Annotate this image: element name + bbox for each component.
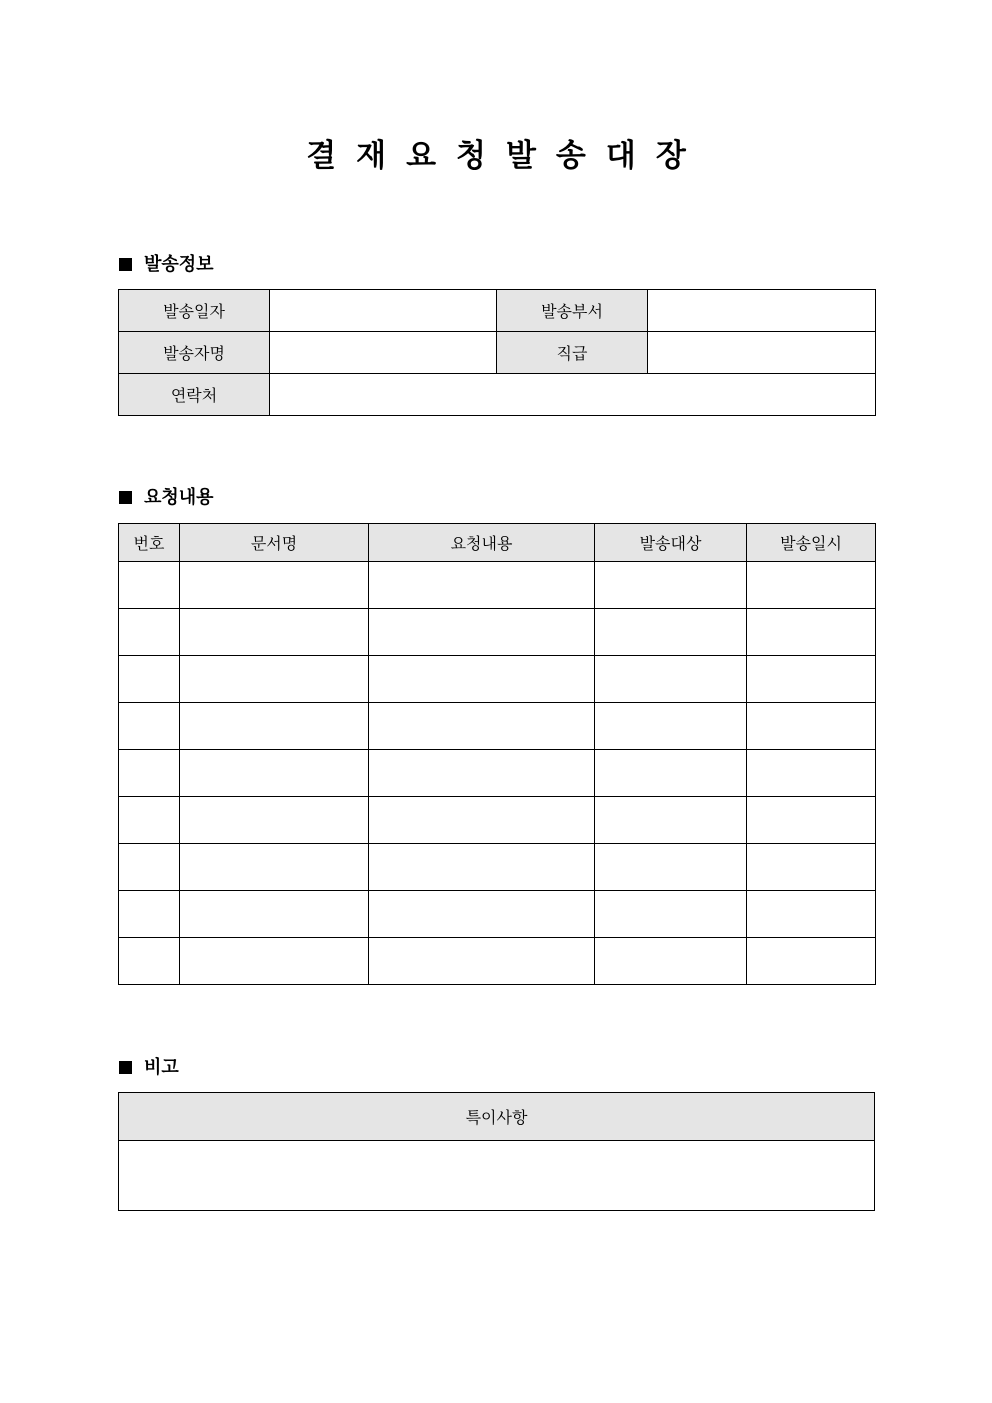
cell-doc-name[interactable] xyxy=(180,656,369,703)
contact-label: 연락처 xyxy=(119,374,270,416)
cell-send-datetime[interactable] xyxy=(747,797,876,844)
cell-doc-name[interactable] xyxy=(180,844,369,891)
send-info-heading-text: 발송정보 xyxy=(144,254,214,275)
send-dept-label: 발송부서 xyxy=(497,290,648,332)
cell-doc-name[interactable] xyxy=(180,938,369,985)
cell-send-datetime[interactable] xyxy=(747,938,876,985)
page-title: 결재요청발송대장 xyxy=(306,138,706,174)
table-row xyxy=(119,844,876,891)
cell-number[interactable] xyxy=(119,562,180,609)
special-notes-field[interactable] xyxy=(119,1141,875,1211)
cell-recipient[interactable] xyxy=(595,609,747,656)
special-notes-header: 특이사항 xyxy=(119,1093,875,1141)
cell-number[interactable] xyxy=(119,609,180,656)
col-doc-name-header: 문서명 xyxy=(180,524,369,562)
square-bullet-icon xyxy=(119,491,132,504)
cell-recipient[interactable] xyxy=(595,750,747,797)
cell-number[interactable] xyxy=(119,797,180,844)
cell-number[interactable] xyxy=(119,750,180,797)
position-label: 직급 xyxy=(497,332,648,374)
cell-request-content[interactable] xyxy=(369,562,595,609)
request-table xyxy=(118,523,876,985)
table-row xyxy=(119,562,876,609)
cell-send-datetime[interactable] xyxy=(747,703,876,750)
cell-request-content[interactable] xyxy=(369,609,595,656)
table-row xyxy=(119,703,876,750)
send-date-field[interactable] xyxy=(270,290,497,332)
cell-request-content[interactable] xyxy=(369,891,595,938)
cell-recipient[interactable] xyxy=(595,938,747,985)
cell-send-datetime[interactable] xyxy=(747,750,876,797)
square-bullet-icon xyxy=(119,1061,132,1074)
col-number-header: 번호 xyxy=(119,524,180,562)
table-row xyxy=(119,656,876,703)
table-row xyxy=(119,797,876,844)
cell-send-datetime[interactable] xyxy=(747,656,876,703)
cell-recipient[interactable] xyxy=(595,844,747,891)
sender-name-label: 발송자명 xyxy=(119,332,270,374)
cell-recipient[interactable] xyxy=(595,656,747,703)
cell-number[interactable] xyxy=(119,844,180,891)
request-header-row xyxy=(119,524,876,562)
remarks-heading-text: 비고 xyxy=(144,1057,179,1078)
cell-doc-name[interactable] xyxy=(180,609,369,656)
cell-doc-name[interactable] xyxy=(180,703,369,750)
send-info-table xyxy=(118,289,876,416)
cell-send-datetime[interactable] xyxy=(747,609,876,656)
col-recipient-header: 발송대상 xyxy=(595,524,747,562)
cell-number[interactable] xyxy=(119,703,180,750)
remarks-table xyxy=(118,1092,875,1211)
cell-doc-name[interactable] xyxy=(180,750,369,797)
table-row xyxy=(119,750,876,797)
table-row xyxy=(119,609,876,656)
col-send-datetime-header: 발송일시 xyxy=(747,524,876,562)
cell-send-datetime[interactable] xyxy=(747,891,876,938)
cell-request-content[interactable] xyxy=(369,797,595,844)
send-info-heading xyxy=(119,253,214,277)
cell-request-content[interactable] xyxy=(369,656,595,703)
cell-doc-name[interactable] xyxy=(180,891,369,938)
cell-send-datetime[interactable] xyxy=(747,562,876,609)
square-bullet-icon xyxy=(119,258,132,271)
cell-request-content[interactable] xyxy=(369,703,595,750)
cell-request-content[interactable] xyxy=(369,844,595,891)
send-date-label: 발송일자 xyxy=(119,290,270,332)
cell-recipient[interactable] xyxy=(595,797,747,844)
request-heading xyxy=(119,486,214,510)
cell-number[interactable] xyxy=(119,891,180,938)
sender-name-field[interactable] xyxy=(270,332,497,374)
cell-request-content[interactable] xyxy=(369,750,595,797)
table-row xyxy=(119,891,876,938)
request-heading-text: 요청내용 xyxy=(144,487,214,508)
position-field[interactable] xyxy=(648,332,876,374)
col-request-content-header: 요청내용 xyxy=(369,524,595,562)
cell-number[interactable] xyxy=(119,938,180,985)
cell-doc-name[interactable] xyxy=(180,797,369,844)
cell-number[interactable] xyxy=(119,656,180,703)
cell-recipient[interactable] xyxy=(595,562,747,609)
cell-recipient[interactable] xyxy=(595,703,747,750)
table-row xyxy=(119,938,876,985)
cell-doc-name[interactable] xyxy=(180,562,369,609)
remarks-heading xyxy=(119,1056,179,1080)
cell-request-content[interactable] xyxy=(369,938,595,985)
cell-recipient[interactable] xyxy=(595,891,747,938)
send-dept-field[interactable] xyxy=(648,290,876,332)
cell-send-datetime[interactable] xyxy=(747,844,876,891)
contact-field[interactable] xyxy=(270,374,876,416)
